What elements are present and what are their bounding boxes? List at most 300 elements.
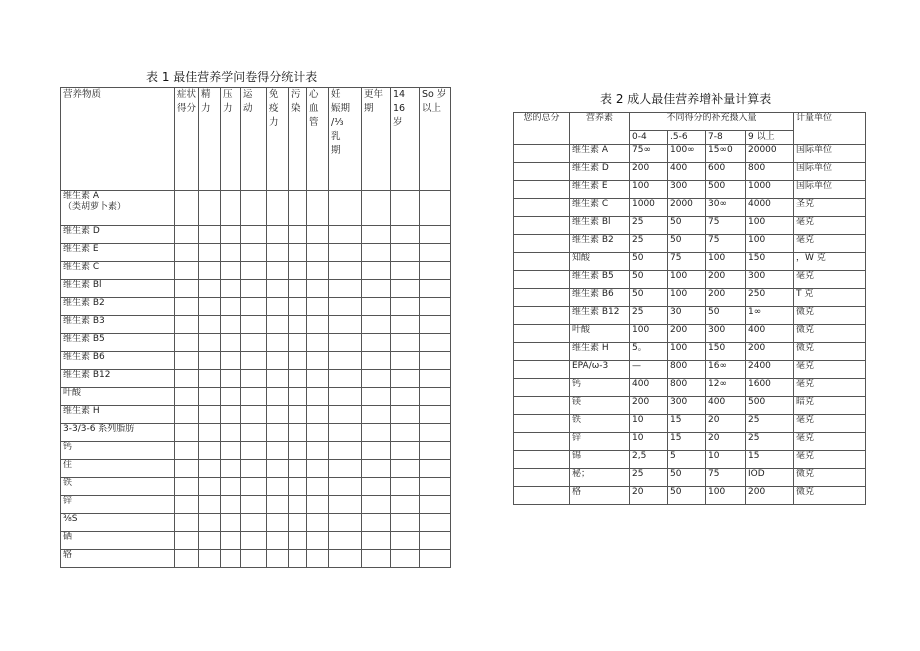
- intake-value-cell: 4000: [746, 199, 794, 217]
- score-cell: [267, 298, 289, 316]
- table-row: [61, 298, 451, 316]
- score-cell: [241, 316, 267, 334]
- nutrient-name-cell: 维生素 A: [570, 145, 630, 163]
- score-cell: [221, 406, 241, 424]
- score-cell: [420, 550, 451, 568]
- score-cell: [420, 316, 451, 334]
- nutrient-name-cell: 叶酸: [570, 325, 630, 343]
- score-cell: [329, 370, 362, 388]
- table-row: [61, 334, 451, 352]
- score-cell: [391, 550, 420, 568]
- table-row: [61, 406, 451, 424]
- score-cell: [362, 514, 391, 532]
- score-cell: [241, 496, 267, 514]
- score-cell: [267, 442, 289, 460]
- intake-value-cell: —: [630, 361, 668, 379]
- table-row: [61, 424, 451, 442]
- score-cell: [307, 406, 329, 424]
- intake-value-cell: 75: [706, 217, 746, 235]
- table2-title: 表 2 成人最佳营养增补量计算表: [600, 92, 772, 106]
- table-row: [514, 487, 866, 505]
- score-cell: [199, 226, 221, 244]
- score-cell: [362, 460, 391, 478]
- intake-value-cell: 30: [668, 307, 706, 325]
- total-score-cell: [514, 361, 570, 379]
- table-row: [514, 289, 866, 307]
- intake-value-cell: 1∞: [746, 307, 794, 325]
- score-cell: [307, 514, 329, 532]
- score-cell: [329, 334, 362, 352]
- score-cell: [420, 280, 451, 298]
- intake-value-cell: 100: [746, 217, 794, 235]
- score-cell: [267, 514, 289, 532]
- score-cell: [241, 442, 267, 460]
- table-row: [514, 253, 866, 271]
- score-cell: [289, 262, 307, 280]
- score-cell: [391, 244, 420, 262]
- score-cell: [199, 262, 221, 280]
- nutrient-name-cell: 3-3/3-6 系列脂肪: [61, 424, 175, 442]
- score-cell: [362, 334, 391, 352]
- intake-value-cell: 30∞: [706, 199, 746, 217]
- score-cell: [267, 316, 289, 334]
- intake-value-cell: 10: [630, 433, 668, 451]
- intake-value-cell: 300: [706, 325, 746, 343]
- score-cell: [289, 478, 307, 496]
- score-cell: [267, 352, 289, 370]
- score-cell: [241, 460, 267, 478]
- nutrient-name-cell: 辂: [61, 550, 175, 568]
- table-row: [61, 370, 451, 388]
- nutrient-name-cell: 维生素 B2: [61, 298, 175, 316]
- score-cell: [199, 550, 221, 568]
- unit-cell: 毫克: [794, 271, 866, 289]
- table-row: [514, 451, 866, 469]
- score-cell: [329, 514, 362, 532]
- table-row: [61, 442, 451, 460]
- score-range-cell: 0-4: [630, 131, 668, 145]
- score-cell: [362, 244, 391, 262]
- score-cell: [289, 280, 307, 298]
- unit-cell: 国际单位: [794, 163, 866, 181]
- score-cell: [329, 298, 362, 316]
- score-cell: [329, 442, 362, 460]
- total-score-cell: [514, 325, 570, 343]
- score-cell: [391, 191, 420, 226]
- score-cell: [420, 262, 451, 280]
- score-cell: [221, 424, 241, 442]
- score-cell: [362, 388, 391, 406]
- table-row: [61, 550, 451, 568]
- score-cell: [289, 514, 307, 532]
- unit-cell: 毫克: [794, 361, 866, 379]
- intake-value-cell: 200: [746, 343, 794, 361]
- intake-value-cell: 300: [668, 181, 706, 199]
- score-cell: [420, 388, 451, 406]
- intake-value-cell: 20: [706, 433, 746, 451]
- score-cell: [289, 460, 307, 478]
- score-cell: [175, 280, 199, 298]
- score-cell: [267, 191, 289, 226]
- total-score-cell: [514, 307, 570, 325]
- unit-cell: 微克: [794, 469, 866, 487]
- nutrient-name-cell: 维生素 B2: [570, 235, 630, 253]
- unit-cell: 微克: [794, 343, 866, 361]
- score-cell: [175, 460, 199, 478]
- score-cell: [241, 478, 267, 496]
- score-cell: [289, 388, 307, 406]
- score-cell: [175, 334, 199, 352]
- table-row: [61, 244, 451, 262]
- score-cell: [221, 316, 241, 334]
- table1-header-cell: 精 力: [199, 88, 221, 191]
- score-cell: [221, 226, 241, 244]
- score-cell: [289, 316, 307, 334]
- score-cell: [289, 191, 307, 226]
- table-row: [61, 226, 451, 244]
- score-cell: [241, 388, 267, 406]
- score-cell: [241, 514, 267, 532]
- intake-value-cell: 1600: [746, 379, 794, 397]
- intake-value-cell: IOD: [746, 469, 794, 487]
- score-cell: [307, 244, 329, 262]
- intake-value-cell: 100: [706, 253, 746, 271]
- intake-value-cell: 50: [668, 235, 706, 253]
- score-cell: [329, 280, 362, 298]
- intake-value-cell: 2400: [746, 361, 794, 379]
- intake-value-cell: 100: [630, 325, 668, 343]
- unit-cell: 毫克: [794, 379, 866, 397]
- score-cell: [175, 298, 199, 316]
- score-cell: [221, 478, 241, 496]
- unit-cell: 国际单位: [794, 145, 866, 163]
- intake-value-cell: 75∞: [630, 145, 668, 163]
- nutrient-name-cell: 维生素 D: [61, 226, 175, 244]
- score-cell: [420, 334, 451, 352]
- score-cell: [199, 352, 221, 370]
- unit-cell: 毫克: [794, 415, 866, 433]
- table1-header-cell: 免 疫 力: [267, 88, 289, 191]
- unit-cell: 圣克: [794, 199, 866, 217]
- score-cell: [329, 406, 362, 424]
- score-cell: [289, 406, 307, 424]
- score-cell: [241, 244, 267, 262]
- nutrient-name-cell: 维生素 B6: [61, 352, 175, 370]
- score-cell: [420, 514, 451, 532]
- nutrient-name-cell: 维生素 A （类胡萝卜素）: [61, 191, 175, 226]
- score-cell: [175, 191, 199, 226]
- intake-value-cell: 50: [668, 469, 706, 487]
- intake-value-cell: 1000: [746, 181, 794, 199]
- intake-value-cell: 25: [746, 415, 794, 433]
- score-cell: [241, 262, 267, 280]
- nutrient-name-cell: 维生素 E: [570, 181, 630, 199]
- intake-value-cell: 20: [630, 487, 668, 505]
- score-cell: [267, 460, 289, 478]
- total-score-cell: [514, 235, 570, 253]
- score-cell: [391, 262, 420, 280]
- score-cell: [391, 442, 420, 460]
- score-cell: [241, 424, 267, 442]
- total-score-cell: [514, 217, 570, 235]
- score-cell: [362, 406, 391, 424]
- unit-cell: 微克: [794, 307, 866, 325]
- score-cell: [175, 478, 199, 496]
- unit-cell: 国际单位: [794, 181, 866, 199]
- intake-value-cell: 2,5: [630, 451, 668, 469]
- intake-value-cell: 15: [668, 433, 706, 451]
- table-row: [61, 478, 451, 496]
- score-cell: [221, 191, 241, 226]
- score-cell: [391, 352, 420, 370]
- nutrient-name-cell: 硒: [61, 532, 175, 550]
- table1-header-cell: 更年 期: [362, 88, 391, 191]
- intake-value-cell: 1000: [630, 199, 668, 217]
- score-cell: [289, 442, 307, 460]
- intake-value-cell: 15∞0: [706, 145, 746, 163]
- unit-cell: 微克: [794, 487, 866, 505]
- table-row: [514, 217, 866, 235]
- unit-cell: 毫克: [794, 451, 866, 469]
- score-cell: [175, 532, 199, 550]
- table-row: [514, 361, 866, 379]
- intake-value-cell: 50: [630, 271, 668, 289]
- intake-value-cell: 25: [630, 307, 668, 325]
- score-cell: [241, 370, 267, 388]
- score-header-cell: 您的总分: [514, 113, 570, 145]
- intake-value-cell: 300: [668, 397, 706, 415]
- score-cell: [221, 334, 241, 352]
- unit-cell: 毫克: [794, 235, 866, 253]
- table-row: [514, 379, 866, 397]
- nutrient-name-cell: 钙: [570, 379, 630, 397]
- score-cell: [267, 226, 289, 244]
- table-row: [514, 415, 866, 433]
- score-cell: [391, 370, 420, 388]
- score-range-cell: .5-6: [668, 131, 706, 145]
- table1-header-cell: 症状 得分: [175, 88, 199, 191]
- intake-value-cell: 500: [706, 181, 746, 199]
- score-cell: [307, 550, 329, 568]
- score-cell: [199, 388, 221, 406]
- total-score-cell: [514, 451, 570, 469]
- table-row: [514, 199, 866, 217]
- score-cell: [175, 226, 199, 244]
- nutrient-name-cell: 维生素 H: [570, 343, 630, 361]
- score-cell: [307, 334, 329, 352]
- score-cell: [329, 316, 362, 334]
- unit-cell: 暗克: [794, 397, 866, 415]
- nutrient-name-cell: 维生素 E: [61, 244, 175, 262]
- score-cell: [391, 496, 420, 514]
- table-row: [514, 469, 866, 487]
- intake-value-cell: 800: [668, 361, 706, 379]
- score-cell: [329, 496, 362, 514]
- table-row: [61, 262, 451, 280]
- table1-header-cell: 心 血 管: [307, 88, 329, 191]
- score-cell: [391, 388, 420, 406]
- nutrient-name-cell: 住: [61, 460, 175, 478]
- intake-value-cell: 25: [630, 469, 668, 487]
- nutrient-name-cell: 维生素 B12: [61, 370, 175, 388]
- table-row: [61, 496, 451, 514]
- intake-value-cell: 25: [746, 433, 794, 451]
- intake-value-cell: 15: [746, 451, 794, 469]
- unit-cell: 毫克: [794, 217, 866, 235]
- score-cell: [329, 478, 362, 496]
- intake-value-cell: 150: [706, 343, 746, 361]
- score-cell: [420, 191, 451, 226]
- score-cell: [329, 550, 362, 568]
- table1-header-row: [61, 88, 451, 191]
- total-score-cell: [514, 181, 570, 199]
- score-cell: [307, 226, 329, 244]
- table-row: [61, 388, 451, 406]
- intake-value-cell: 100: [668, 289, 706, 307]
- table-row: [514, 145, 866, 163]
- score-cell: [307, 460, 329, 478]
- nutrient-name-cell: 维生素 Bl: [61, 280, 175, 298]
- nutrient-name-cell: 锌: [61, 496, 175, 514]
- score-cell: [307, 478, 329, 496]
- score-cell: [420, 406, 451, 424]
- intake-value-cell: 50: [668, 217, 706, 235]
- score-cell: [199, 514, 221, 532]
- score-cell: [307, 388, 329, 406]
- score-cell: [199, 478, 221, 496]
- score-cell: [221, 298, 241, 316]
- intake-value-cell: 100: [706, 487, 746, 505]
- intake-value-cell: 300: [746, 271, 794, 289]
- intake-value-cell: 600: [706, 163, 746, 181]
- nutrient-name-cell: 维生素 B5: [570, 271, 630, 289]
- total-score-cell: [514, 145, 570, 163]
- score-cell: [175, 262, 199, 280]
- nutrient-name-cell: 维生素 C: [61, 262, 175, 280]
- nutrient-name-cell: 铁: [61, 478, 175, 496]
- intake-value-cell: 800: [668, 379, 706, 397]
- nutrient-name-cell: 知酸: [570, 253, 630, 271]
- score-cell: [420, 442, 451, 460]
- score-cell: [289, 352, 307, 370]
- total-score-cell: [514, 487, 570, 505]
- score-cell: [362, 316, 391, 334]
- score-cell: [199, 298, 221, 316]
- score-cell: [362, 550, 391, 568]
- intake-value-cell: 100: [746, 235, 794, 253]
- intake-value-cell: 5: [668, 451, 706, 469]
- score-cell: [307, 370, 329, 388]
- score-cell: [221, 550, 241, 568]
- score-cell: [221, 370, 241, 388]
- intake-value-cell: 100: [630, 181, 668, 199]
- score-cell: [267, 388, 289, 406]
- nutrient-name-cell: 维生素 C: [570, 199, 630, 217]
- score-cell: [307, 262, 329, 280]
- score-cell: [307, 280, 329, 298]
- score-cell: [329, 424, 362, 442]
- intake-value-cell: 100: [668, 271, 706, 289]
- score-cell: [289, 532, 307, 550]
- table-row: [61, 316, 451, 334]
- table1-title: 表 1 最佳营养学问卷得分统计表: [146, 70, 318, 84]
- score-cell: [241, 191, 267, 226]
- total-score-cell: [514, 271, 570, 289]
- score-cell: [420, 496, 451, 514]
- score-cell: [175, 424, 199, 442]
- table-row: [61, 352, 451, 370]
- score-cell: [199, 496, 221, 514]
- intake-value-cell: 400: [746, 325, 794, 343]
- nutrient-name-cell: 叶酸: [61, 388, 175, 406]
- score-cell: [199, 244, 221, 262]
- intake-value-cell: 15: [668, 415, 706, 433]
- score-cell: [289, 226, 307, 244]
- score-cell: [289, 298, 307, 316]
- score-cell: [289, 424, 307, 442]
- intake-value-cell: 400: [706, 397, 746, 415]
- score-cell: [267, 334, 289, 352]
- intake-value-cell: 5。: [630, 343, 668, 361]
- score-cell: [329, 262, 362, 280]
- intake-value-cell: 25: [630, 217, 668, 235]
- score-cell: [241, 226, 267, 244]
- score-cell: [420, 532, 451, 550]
- unit-cell: ，W 克: [794, 253, 866, 271]
- total-score-cell: [514, 163, 570, 181]
- score-cell: [362, 298, 391, 316]
- nutrient-name-cell: 维生素 D: [570, 163, 630, 181]
- score-cell: [199, 370, 221, 388]
- score-cell: [199, 334, 221, 352]
- score-cell: [391, 406, 420, 424]
- table1-header-cell: 妊 娠期 /⅓ 乳 期: [329, 88, 362, 191]
- score-cell: [175, 406, 199, 424]
- score-cell: [329, 352, 362, 370]
- score-cell: [391, 280, 420, 298]
- score-cell: [362, 442, 391, 460]
- table1-header-cell: 营养物质: [61, 88, 175, 191]
- table-row: [514, 163, 866, 181]
- total-score-cell: [514, 397, 570, 415]
- score-cell: [289, 334, 307, 352]
- table-row: [61, 514, 451, 532]
- score-cell: [221, 532, 241, 550]
- score-range-cell: 7-8: [706, 131, 746, 145]
- score-cell: [199, 406, 221, 424]
- score-cell: [199, 280, 221, 298]
- score-cell: [420, 298, 451, 316]
- score-cell: [267, 406, 289, 424]
- total-score-cell: [514, 343, 570, 361]
- nutrient-name-cell: 钙: [61, 442, 175, 460]
- score-cell: [221, 280, 241, 298]
- nutrient-name-cell: 维生素 B3: [61, 316, 175, 334]
- score-cell: [307, 424, 329, 442]
- score-cell: [362, 191, 391, 226]
- table-row: [514, 271, 866, 289]
- supplement-amount-table: [513, 112, 866, 505]
- intake-value-cell: 400: [668, 163, 706, 181]
- intake-value-cell: 200: [746, 487, 794, 505]
- intake-value-cell: 50: [706, 307, 746, 325]
- intake-value-cell: 250: [746, 289, 794, 307]
- intake-value-cell: 75: [706, 235, 746, 253]
- score-cell: [289, 370, 307, 388]
- score-cell: [221, 244, 241, 262]
- score-cell: [241, 532, 267, 550]
- nutrient-header-cell: 营养素: [570, 113, 630, 145]
